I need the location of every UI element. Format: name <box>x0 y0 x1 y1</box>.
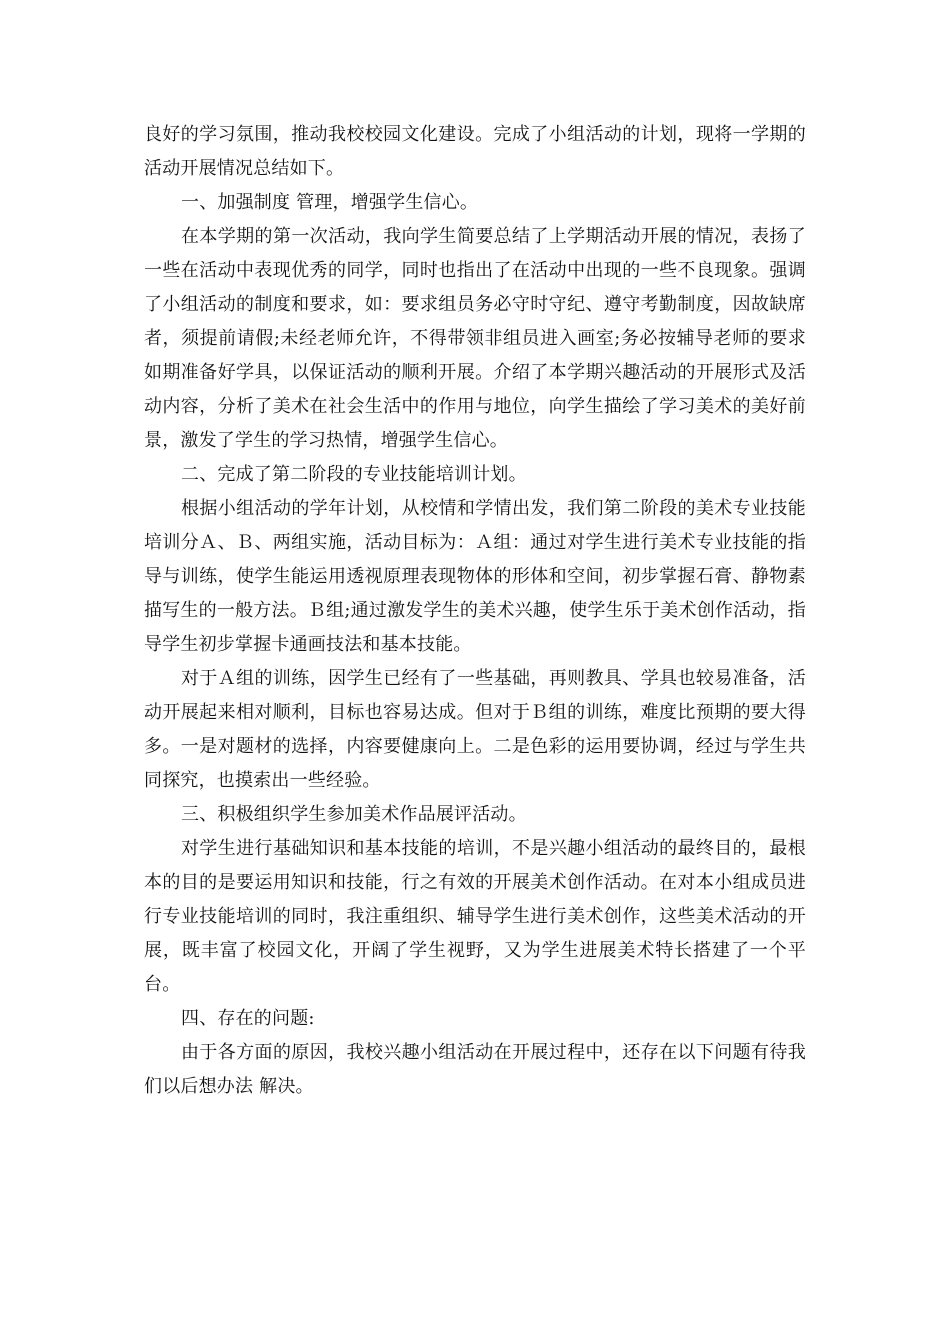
document-body <box>144 118 806 1104</box>
section-heading-1: 一、加强制度 管理，增强学生信心。 <box>181 192 479 213</box>
section-heading-3: 三、积极组织学生参加美术作品展评活动。 <box>181 804 527 825</box>
paragraph-section-4: 由于各方面的原因，我校兴趣小组活动在开展过程中，还存在以下问题有待我们以后想办法 解决。 <box>144 1042 806 1097</box>
paragraph-section-2a: 根据小组活动的学年计划，从校情和学情出发，我们第二阶段的美术专业技能培训分Ａ、Ｂ、两组实施，活动目标为：Ａ组：通过对学生进行美术专业技能的指导与训练，使学生能运用透视原理表现物体的形体和空间，初步掌握石膏、静物素描写生的一般方法。Ｂ组;通过激发学生的美术兴趣，使学生乐于美术创作活动，指导学生初步掌握卡通画技法和基本技能。 <box>144 498 806 655</box>
paragraph-section-1: 在本学期的第一次活动，我向学生简要总结了上学期活动开展的情况，表扬了一些在活动中表现优秀的同学，同时也指出了在活动中出现的一些不良现象。强调了小组活动的制度和要求，如：要求组员务必守时守纪、遵守考勤制度，因故缺席者，须提前请假;未经老师允许，不得带领非组员进入画室;务必按辅导老师的要求如期准备好学具，以保证活动的顺利开展。介绍了本学期兴趣活动的开展形式及活动内容，分析了美术在社会生活中的作用与地位，向学生描绘了学习美术的美好前景，激发了学生的学习热情，增强学生信心。 <box>144 226 806 451</box>
paragraph-intro-continued: 良好的学习氛围，推动我校校园文化建设。完成了小组活动的计划，现将一学期的活动开展情况总结如下。 <box>144 124 806 179</box>
section-heading-4: 四、存在的问题: <box>181 1008 315 1029</box>
section-heading-2: 二、完成了第二阶段的专业技能培训计划。 <box>181 464 527 485</box>
paragraph-section-2b: 对于Ａ组的训练，因学生已经有了一些基础，再则教具、学具也较易准备，活动开展起来相对顺利，目标也容易达成。但对于Ｂ组的训练，难度比预期的要大得多。一是对题材的选择，内容要健康向上。二是色彩的运用要协调，经过与学生共同探究，也摸索出一些经验。 <box>144 668 806 791</box>
paragraph-section-3: 对学生进行基础知识和基本技能的培训，不是兴趣小组活动的最终目的，最根本的目的是要运用知识和技能，行之有效的开展美术创作活动。在对本小组成员进行专业技能培训的同时，我注重组织、辅导学生进行美术创作，这些美术活动的开展，既丰富了校园文化，开阔了学生视野，又为学生进展美术特长搭建了一个平台。 <box>144 838 806 995</box>
